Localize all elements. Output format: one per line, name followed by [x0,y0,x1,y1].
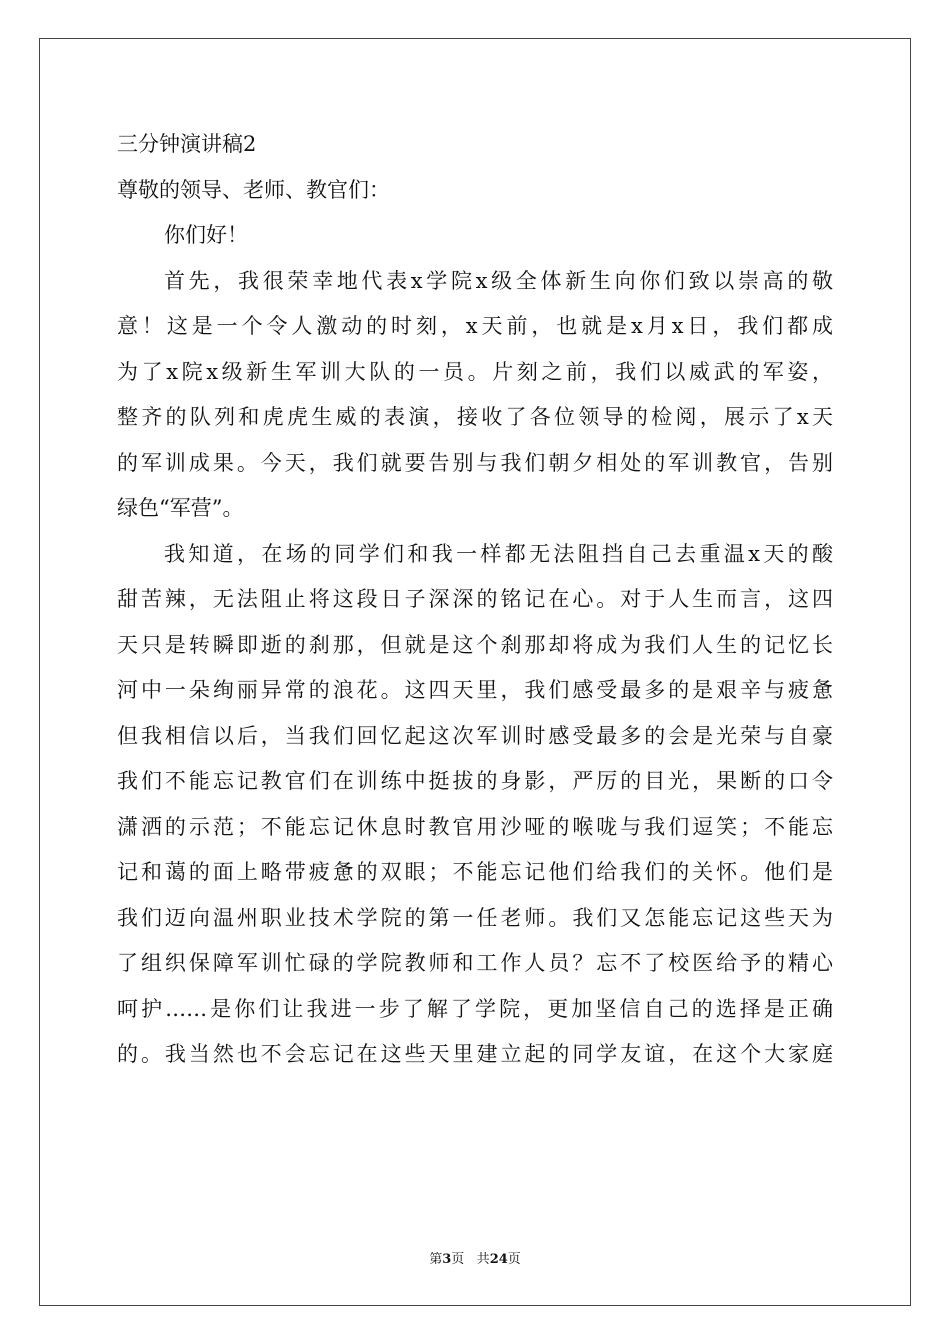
document-title: 三分钟演讲稿2 [117,132,257,156]
paragraph-line: 意！这是一个令人激动的时刻，x天前，也就是x月x日，我们都成 [117,314,833,338]
total-suffix: 页 [507,1252,521,1267]
paragraph-line: 我知道，在场的同学们和我一样都无法阻挡自己去重温x天的酸 [164,541,833,566]
paragraph-line: 呵护……是你们让我进一步了解了学院，更加坚信自己的选择是正确 [117,996,833,1021]
paragraph-2 [117,532,833,1078]
document-body [117,122,833,1078]
paragraph-line: 但我相信以后，当我们回忆起这次军训时感受最多的会是光荣与自豪 [117,723,833,748]
paragraph-line: 潇洒的示范；不能忘记休息时教官用沙哑的喉咙与我们逗笑；不能忘 [117,814,833,839]
total-pages: 24 [489,1252,508,1267]
paragraph-line: 记和蔼的面上略带疲惫的双眼；不能忘记他们给我们的关怀。他们是 [117,860,833,884]
paragraph-line: 首先，我很荣幸地代表x学院x级全体新生向你们致以崇高的敬 [164,268,833,293]
salutation: 尊敬的领导、老师、教官们： [117,177,390,202]
paragraph-line: 甜苦辣，无法阻止将这段日子深深的铭记在心。对于人生而言，这四 [117,587,833,611]
paragraph-line: 的。我当然也不会忘记在这些天里建立起的同学友谊，在这个大家庭 [117,1042,833,1066]
paragraph-line: 我们不能忘记教官们在训练中挺拔的身影，严厉的目光，果断的口令 [117,769,833,793]
page-prefix: 第 [429,1252,443,1267]
paragraph-line: 我们迈向温州职业技术学院的第一任老师。我们又怎能忘记这些天为 [117,905,833,930]
page-footer [0,1248,950,1267]
page-number: 3 [442,1252,452,1267]
paragraph-line: 为了x院x级新生军训大队的一员。片刻之前，我们以威武的军姿， [117,359,833,384]
greeting: 你们好！ [164,223,248,247]
paragraph-line: 天只是转瞬即逝的刹那，但就是这个刹那却将成为我们人生的记忆长 [117,632,833,657]
paragraph-line: 绿色“军营”。 [117,496,244,520]
paragraph-1 [117,259,833,532]
paragraph-line: 的军训成果。今天，我们就要告别与我们朝夕相处的军训教官，告别 [117,450,833,475]
total-prefix: 共 [476,1252,490,1267]
paragraph-line: 了组织保障军训忙碌的学院教师和工作人员？忘不了校医给予的精心 [117,951,833,975]
page-suffix: 页 [451,1252,465,1267]
paragraph-line: 河中一朵绚丽异常的浪花。这四天里，我们感受最多的是艰辛与疲惫 [117,678,833,702]
paragraph-line: 整齐的队列和虎虎生威的表演，接收了各位领导的检阅，展示了x天 [117,405,833,429]
